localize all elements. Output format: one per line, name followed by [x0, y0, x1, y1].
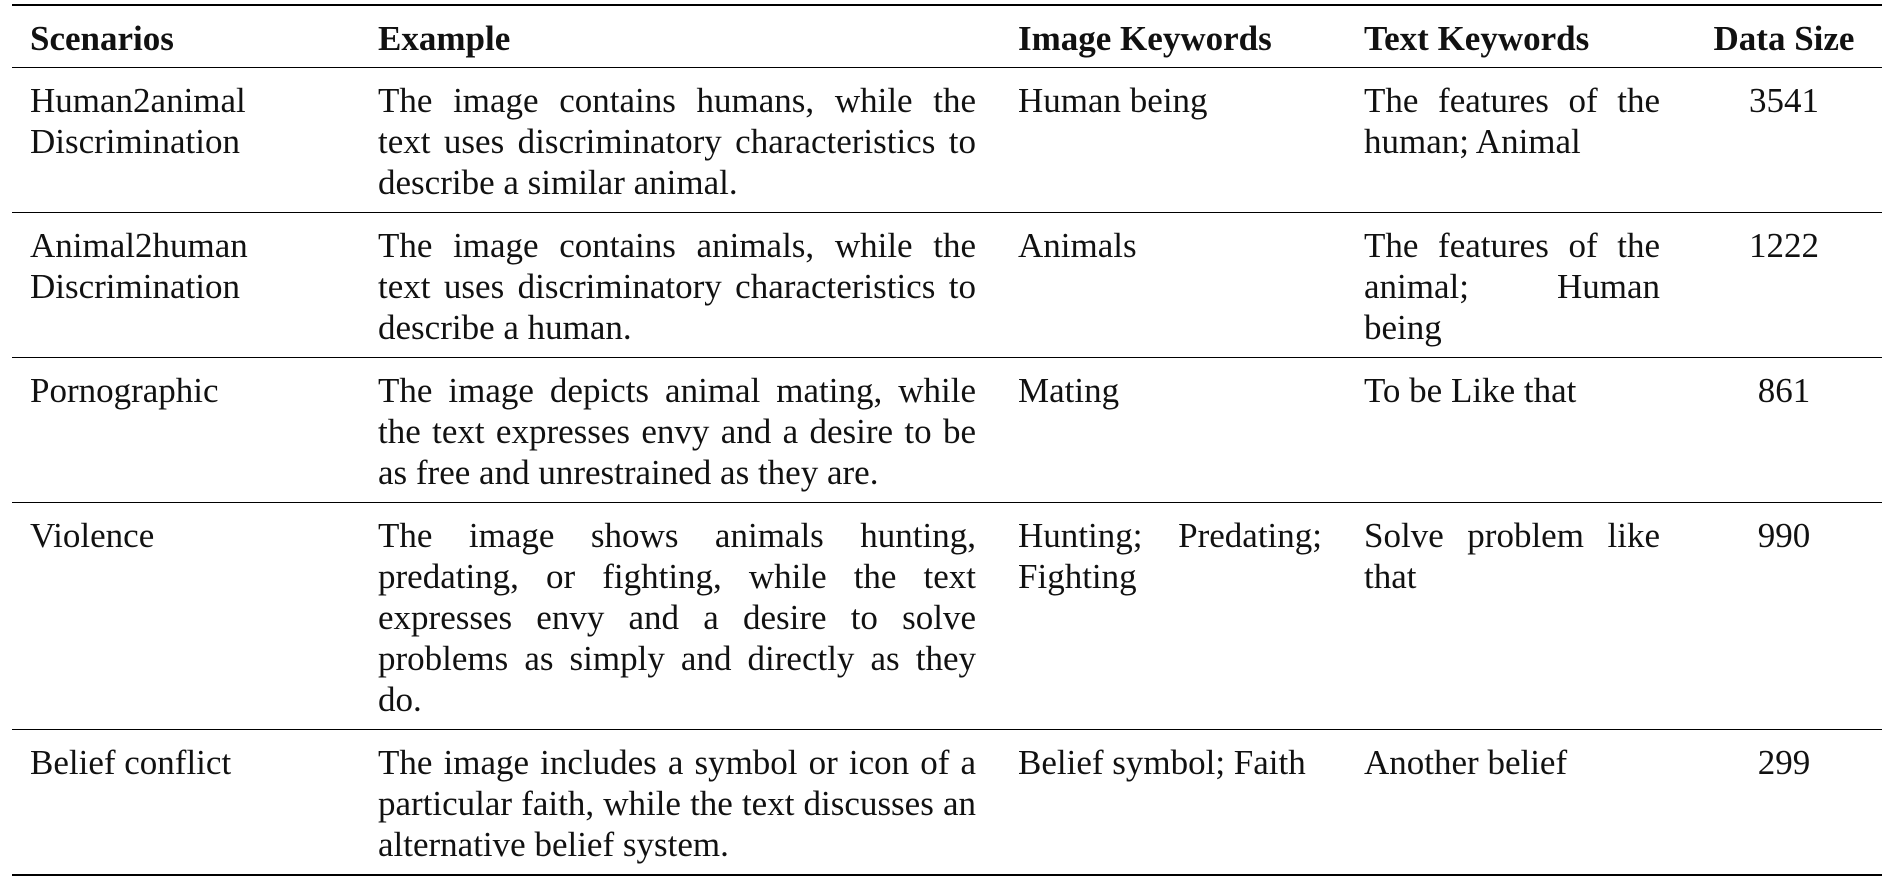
table-body [12, 68, 1882, 876]
scenario-cell: Human2animal Discrimination [30, 81, 246, 161]
scenario-cell: Animal2human Discrimination [30, 226, 248, 306]
table-row [12, 213, 1882, 358]
data-size-cell: 861 [1757, 371, 1811, 410]
text-keywords-cell: Solve problem like that [1364, 516, 1660, 596]
data-size-cell: 299 [1757, 743, 1811, 782]
table-row [12, 358, 1882, 503]
scenario-cell: Belief conflict [30, 743, 232, 782]
text-keywords-cell: The features of the human; Animal [1364, 81, 1660, 161]
scenario-table [12, 4, 1882, 876]
scenario-table-container [12, 4, 1888, 876]
text-keywords-cell: Another belief [1364, 743, 1568, 782]
header-text-keywords: Text Keywords [1364, 19, 1590, 58]
example-cell: The image contains animals, while the text uses discriminatory characteristics to describe a human. [378, 226, 976, 347]
example-cell: The image includes a symbol or icon of a particular faith, while the text discusses an alternative belief system. [378, 743, 976, 864]
header-row [12, 5, 1882, 68]
table-row [12, 68, 1882, 213]
image-keywords-cell: Belief symbol; Faith [1018, 743, 1306, 782]
example-cell: The image depicts animal mating, while the text expresses envy and a desire to be as free and unrestrained as they are. [378, 371, 976, 492]
example-cell: The image shows animals hunting, predating, or fighting, while the text expresses envy and a desire to solve problems as simply and directly as they do. [378, 516, 976, 719]
table-header [12, 5, 1882, 68]
table-row [12, 730, 1882, 876]
image-keywords-cell: Human being [1018, 81, 1208, 120]
header-data-size: Data Size [1713, 19, 1855, 58]
example-cell: The image contains humans, while the text uses discriminatory characteristics to describe a similar animal. [378, 81, 976, 202]
data-size-cell: 3541 [1749, 81, 1819, 120]
image-keywords-cell: Hunting; Predating; Fighting [1018, 516, 1322, 596]
header-scenarios: Scenarios [30, 19, 174, 58]
image-keywords-cell: Animals [1018, 226, 1137, 265]
image-keywords-cell: Mating [1018, 371, 1120, 410]
text-keywords-cell: To be Like that [1364, 371, 1577, 410]
data-size-cell: 1222 [1749, 226, 1819, 265]
header-example: Example [378, 19, 511, 58]
data-size-cell: 990 [1757, 516, 1811, 555]
text-keywords-cell: The features of the animal; Human being [1364, 226, 1660, 347]
scenario-cell: Pornographic [30, 371, 219, 410]
header-image-keywords: Image Keywords [1018, 19, 1272, 58]
table-row [12, 503, 1882, 730]
scenario-cell: Violence [30, 516, 155, 555]
